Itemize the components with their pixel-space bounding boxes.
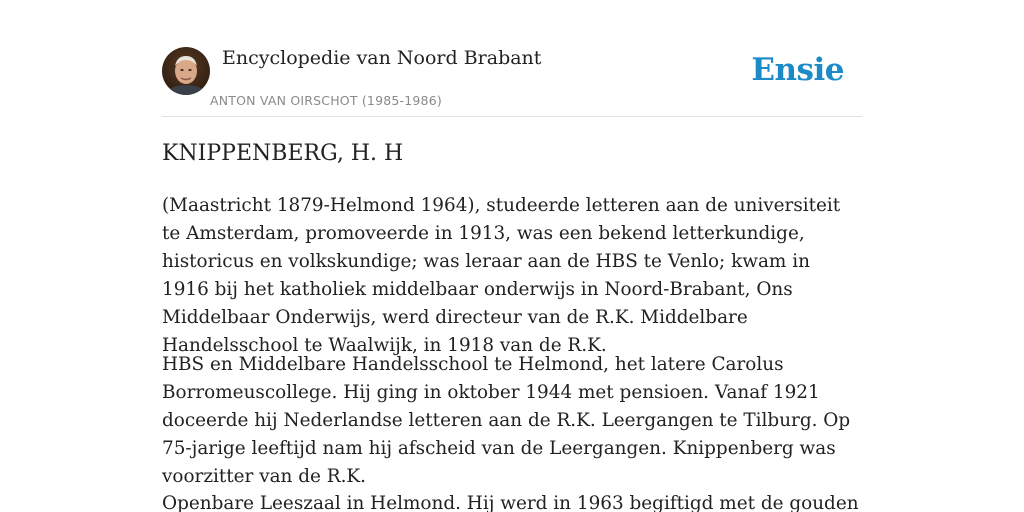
page [162, 0, 862, 512]
site-title[interactable]: Encyclopedie van Noord Brabant [222, 47, 542, 69]
author-name[interactable]: ANTON VAN OIRSCHOT (1985-1986) [210, 93, 442, 108]
entry-title: KNIPPENBERG, H. H [162, 141, 404, 166]
entry-paragraph: (Maastricht 1879-Helmond 1964), studeerde letteren aan de universiteit te Amsterdam, promoveerde in 1913, was een bekend letterkundige, historicus en volkskundige; was leraar aan de HBS te Venlo; kwam in 1916 bij het katholiek middelbaar onderwijs in Noord-Brabant, Ons Middelbaar Onderwijs, werd directeur van de R.K. Middelbare Handelsschool te Waalwijk, in 1918 van de R.K. [162, 195, 841, 356]
header [162, 0, 862, 117]
author-avatar[interactable] [162, 47, 210, 95]
portrait-avatar-icon [162, 47, 210, 95]
entry-paragraph: Openbare Leeszaal in Helmond. Hij werd in 1963 begiftigd met de gouden [162, 493, 859, 512]
ensie-logo[interactable]: Ensie [751, 52, 844, 88]
entry-paragraph: HBS en Middelbare Handelsschool te Helmond, het latere Carolus Borromeuscollege. Hij ging in oktober 1944 met pensioen. Vanaf 1921 doceerde hij Nederlandse letteren aan de R.K. Leergangen te Tilburg. Op 75-jarige leeftijd nam hij afscheid van de Leergangen. Knippenberg was voorzitter van de R.K. [162, 354, 851, 487]
